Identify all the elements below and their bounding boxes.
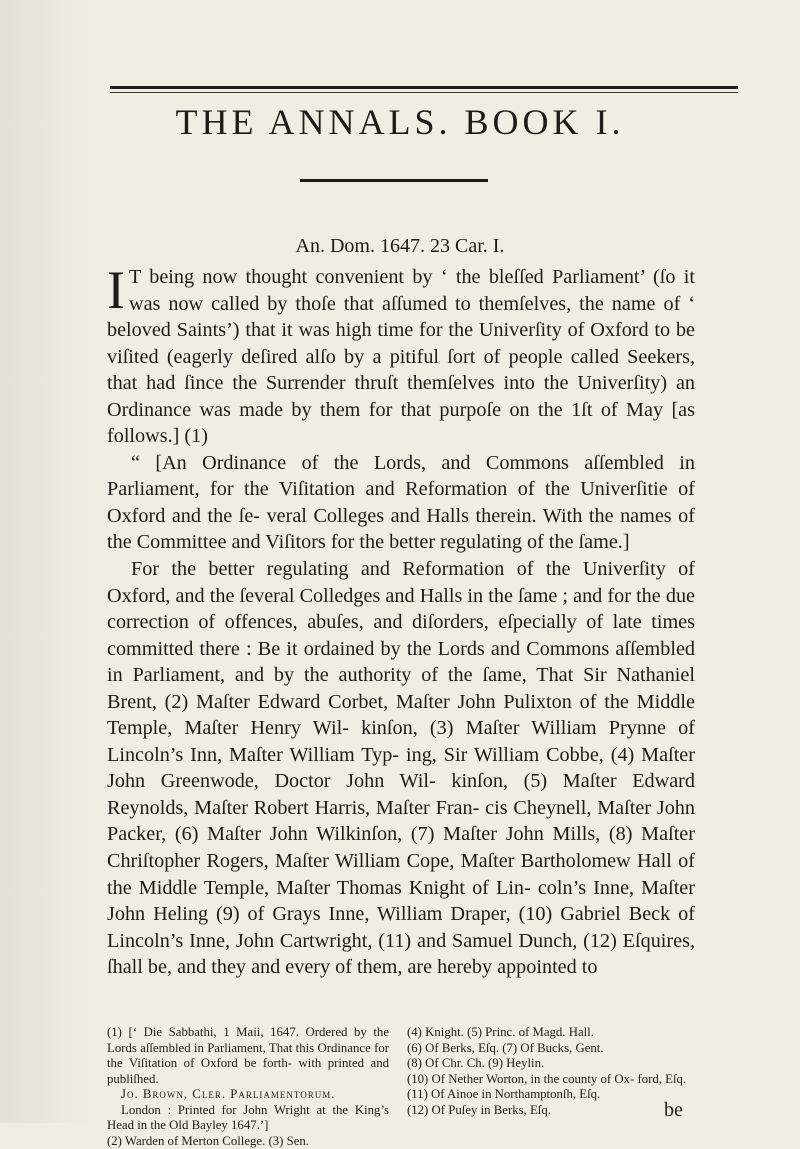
catchword: be (664, 1098, 683, 1122)
paragraph-opening-text: T being now thought convenient by ‘ the bleſſed Parliament’ (ſo it was now called by thoſe that aſſumed to themſelves, the name of ‘ beloved Saints’) that it was high time for the Univerſity of Oxford to be viſited (eagerly deſired alſo by a pitiful ſort of people called Seekers, that had ſince the Surrender thruſt themſelves into the Univerſity) an Ordinance was made by them for that purpoſe on the 1ſt of May [as follows.] (1) (107, 266, 695, 447)
footnote-8-9: (8) Of Chr. Ch. (9) Heylin. (407, 1056, 697, 1072)
top-rule-thin (110, 92, 738, 93)
footnote-10: (10) Of Nether Worton, in the county of Ox- ford, Eſq. (407, 1072, 697, 1088)
footnote-1-signature: Jo. Brown, Cler. Parliamentorum. (107, 1087, 389, 1103)
footnote-12: (12) Of Puſey in Berks, Eſq. (407, 1103, 697, 1119)
paragraph-opening (107, 264, 695, 450)
section-rule (300, 179, 488, 182)
footnote-4-5: (4) Knight. (5) Princ. of Magd. Hall. (407, 1025, 697, 1041)
footnotes-right (407, 1025, 697, 1118)
paragraph-ordinance-title: “ [An Ordinance of the Lords, and Commons aſſembled in Parliament, for the Viſitation and Reformation of the Univerſitie of Oxford and the ſe- veral Colleges and Halls therein. With the names of the Committee and Viſitors for the better regulating of the ſame.] (107, 450, 695, 556)
footnotes-left (107, 1025, 389, 1149)
footnote-1-imprint: London : Printed for John Wright at the King’s Head in the Old Bayley 1647.’] (107, 1103, 389, 1134)
footnote-6-7: (6) Of Berks, Eſq. (7) Of Bucks, Gent. (407, 1041, 697, 1057)
footnote-2-3: (2) Warden of Merton College. (3) Sen. (107, 1134, 389, 1149)
dateline: An. Dom. 1647. 23 Car. I. (0, 233, 800, 259)
page-edge-shading (0, 0, 90, 1123)
footnote-11: (11) Of Ainoe in Northamptonſh, Eſq. (407, 1087, 697, 1103)
drop-cap: I (107, 268, 125, 312)
footnote-1: (1) [‘ Die Sabbathi, 1 Maii, 1647. Ordered by the Lords aſſembled in Parliament, That this Ordinance for the Viſitation of Oxford be forth- with printed and publiſhed. (107, 1025, 389, 1087)
running-head: THE ANNALS. BOOK I. (0, 100, 800, 144)
paragraph-ordinance-text: For the better regulating and Reformation of the Univerſity of Oxford, and the ſeveral Colledges and Halls in the ſame ; and for the due correction of offences, abuſes, and diſorders, eſpecially of late times committed there : Be it ordained by the Lords and Commons aſſembled in Parliament, and by the authority of the ſame, That Sir Nathaniel Brent, (2) Maſter Edward Corbet, Maſter John Pulixton of the Middle Temple, Maſter Henry Wil- kinſon, (3) Maſter William Prynne of Lincoln’s Inn, Maſter William Typ- ing, Sir William Cobbe, (4) Maſter John Greenwode, Doctor John Wil- kinſon, (5) Maſter Edward Reynolds, Maſter Robert Harris, Maſter Fran- cis Cheynell, Maſter John Packer, (6) Maſter John Wilkinſon, (7) Maſter John Mills, (8) Maſter Chriſtopher Rogers, Maſter William Cope, Maſter Bartholomew Hall of the Middle Temple, Maſter Thomas Knight of Lin- coln’s Inne, Maſter John Heling (9) of Grays Inne, William Draper, (10) Gabriel Beck of Lincoln’s Inne, John Cartwright, (11) and Samuel Dunch, (12) Eſquires, ſhall be, and they and every of them, are hereby appointed to (107, 556, 695, 981)
body-text (107, 264, 695, 981)
top-rule (110, 86, 738, 89)
